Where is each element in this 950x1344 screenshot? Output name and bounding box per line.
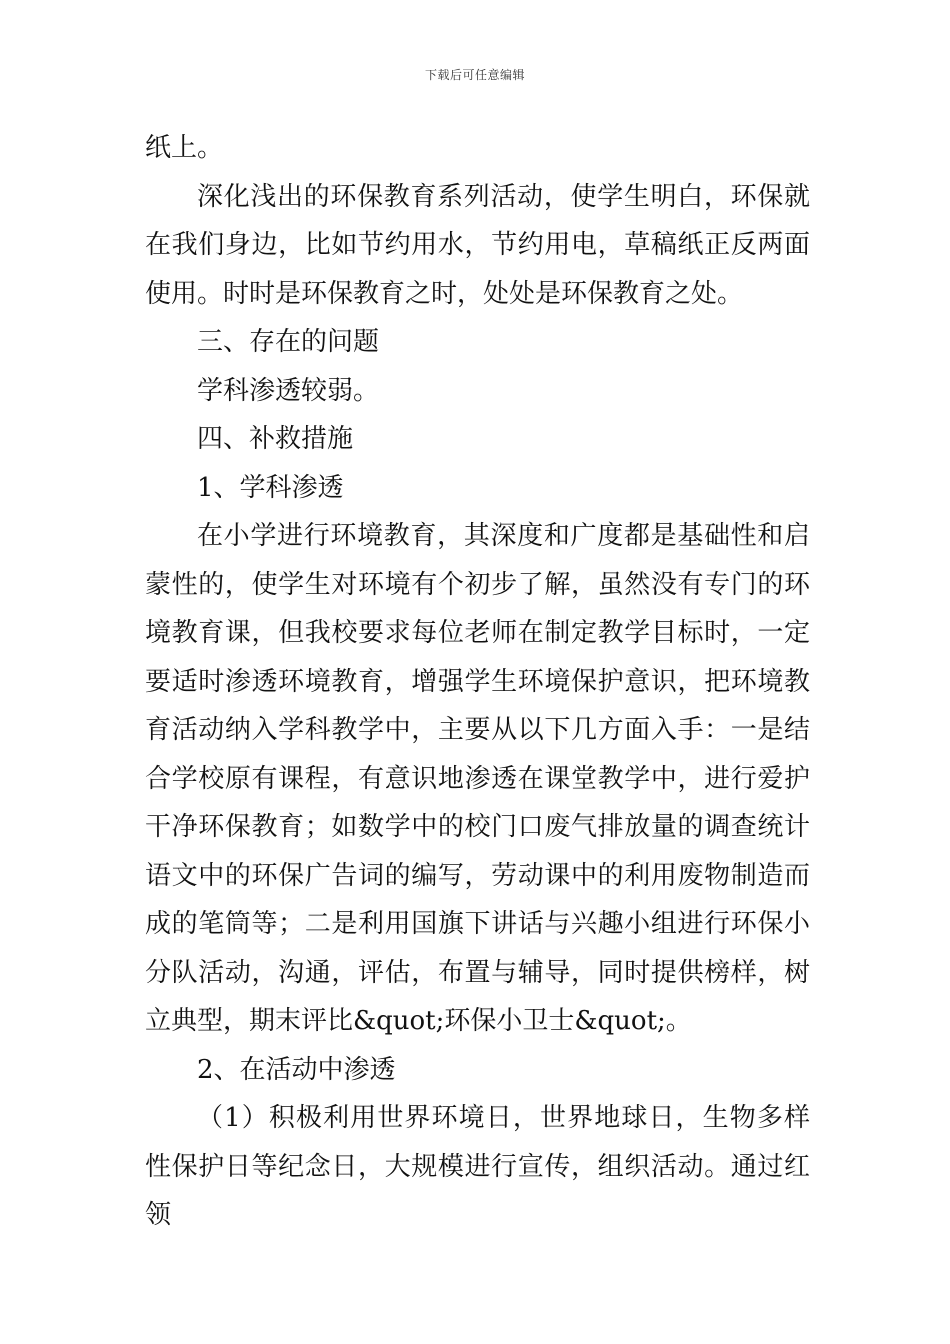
section-heading-existing-problems: 三、存在的问题 — [197, 327, 380, 357]
document-body — [145, 124, 810, 1240]
section-heading-remedial-measures: 四、补救措施 — [197, 424, 354, 454]
paragraph-commemorative-days: （1）积极利用世界环境日，世界地球日，生物多样性保护日等纪念日，大规模进行宣传，组织活动。通过红领 — [145, 1103, 810, 1230]
page-header: 下载后可任意编辑 — [424, 68, 525, 82]
paragraph-continuation: 纸上。 — [145, 133, 224, 163]
paragraph-primary-school-education: 在小学进行环境教育，其深度和广度都是基础性和启蒙性的，使学生对环境有个初步了解，虽然没有专门的环境教育课，但我校要求每位老师在制定教学目标时，一定要适时渗透环境教育，增强学生环境保护意识，把环境教育活动纳入学科教学中，主要从以下几方面入手：一是结合学校原有课程，有意识地渗透在课堂教学中，进行爱护干净环保教育；如数学中的校门口废气排放量的调查统计语文中的环保广告词的编写，劳动课中的利用废物制造而成的笔筒等；二是利用国旗下讲话与兴趣小组进行环保小分队活动，沟通，评估，布置与辅导，同时提供榜样，树立典型，期末评比&quot;环保小卫士&quot;。 — [145, 521, 810, 1036]
subheading-activity-integration: 2、在活动中渗透 — [197, 1054, 396, 1085]
subheading-subject-integration: 1、学科渗透 — [197, 472, 344, 503]
paragraph-environmental-activities: 深化浅出的环保教育系列活动，使学生明白，环保就在我们身边，比如节约用水，节约用电，草稿纸正反两面使用。时时是环保教育之时，处处是环保教育之处。 — [145, 181, 810, 309]
paragraph-weak-subject-integration: 学科渗透较弱。 — [197, 375, 380, 406]
